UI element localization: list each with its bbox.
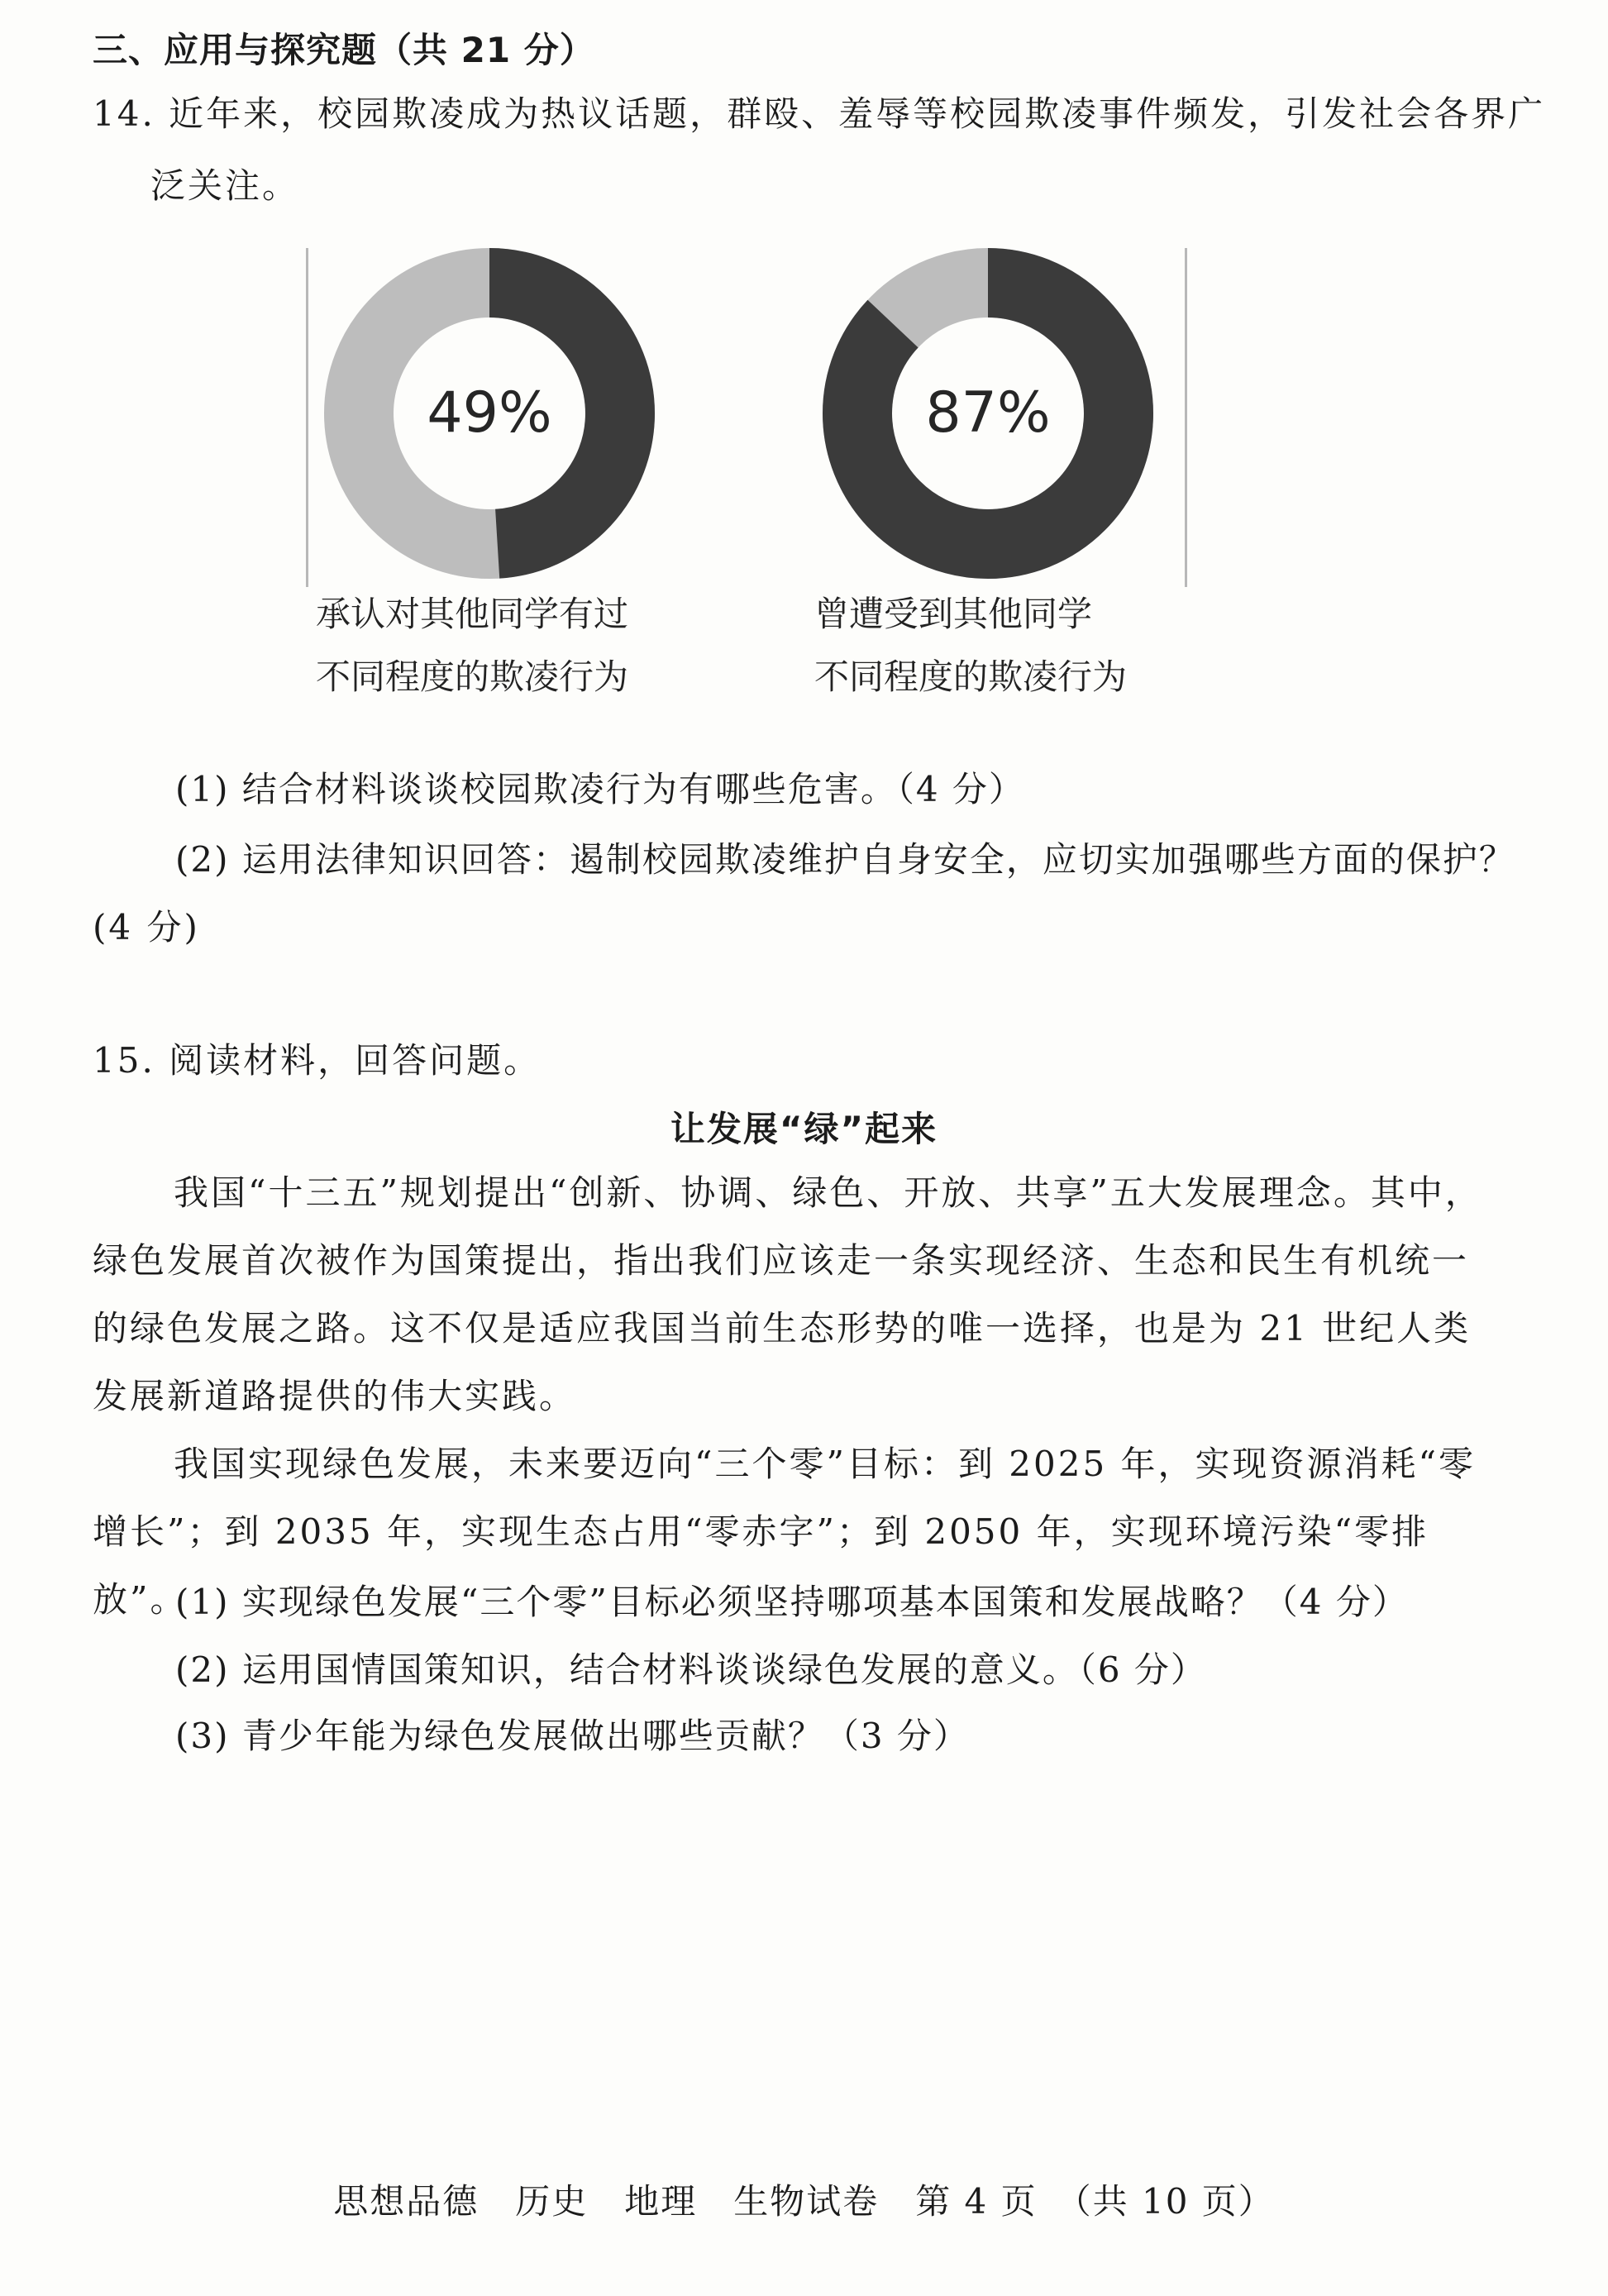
donut-49-caption-line1: 承认对其他同学有过 <box>316 594 629 634</box>
donut-chart-49 <box>324 248 655 579</box>
q14-stem-line2: 泛关注。 <box>150 165 300 206</box>
figure-right-border <box>1185 248 1187 587</box>
donut-87-caption-line2: 不同程度的欺凌行为 <box>814 656 1128 697</box>
q15-paragraph-2: 我国实现绿色发展，未来要迈向“三个零”目标：到 2025 年，实现资源消耗“零增长”；到 2035 年，实现生态占用“零赤字”；到 2050 年，实现环境污染“零排放”。 <box>93 1444 1477 1620</box>
figure-left-border <box>306 248 308 587</box>
page-footer: 思想品德 历史 地理 生物试卷 第 4 页 （共 10 页） <box>333 2181 1275 2222</box>
donut-49-caption <box>316 583 628 709</box>
donut-87-caption <box>814 583 1127 709</box>
donut-87-caption-line1: 曾遭受到其他同学 <box>814 594 1093 634</box>
q14-donut-figure <box>306 248 1199 711</box>
q15-sub1: (1) 实现绿色发展“三个零”目标必须坚持哪项基本国策和发展战略？（4 分） <box>175 1582 1409 1622</box>
q15-sub2: (2) 运用国情国策知识，结合材料谈谈绿色发展的意义。（6 分） <box>175 1649 1207 1690</box>
q15-paragraph-1: 我国“十三五”规划提出“创新、协调、绿色、开放、共享”五大发展理念。其中，绿色发展首次被作为国策提出，指出我们应该走一条实现经济、生态和民生有机统一的绿色发展之路。这不仅是适应我国当前生态形势的唯一选择，也是为 21 世纪人类发展新道路提供的伟大实践。 <box>93 1172 1482 1416</box>
q15-title: 让发展“绿”起来 <box>670 1109 938 1149</box>
q14-sub2-line1: (2) 运用法律知识回答：遏制校园欺凌维护自身安全，应切实加强哪些方面的保护？ <box>175 839 1515 880</box>
donut-49-caption-line2: 不同程度的欺凌行为 <box>316 656 629 697</box>
q15-stem: 15. 阅读材料，回答问题。 <box>93 1040 542 1081</box>
q14-stem-line1: 14. 近年来，校园欺凌成为热议话题，群殴、羞辱等校园欺凌事件频发，引发社会各界广 <box>93 93 1546 134</box>
donut-49-center-label: 49% <box>427 380 552 446</box>
donut-87-center-label: 87% <box>925 380 1051 446</box>
section-heading: 三、应用与探究题（共 21 分） <box>93 30 595 70</box>
q14-sub1: (1) 结合材料谈谈校园欺凌行为有哪些危害。（4 分） <box>175 769 1025 809</box>
q14-sub2-line2: (4 分) <box>93 907 200 948</box>
donut-chart-87 <box>823 248 1153 579</box>
q15-sub3: (3) 青少年能为绿色发展做出哪些贡献？（3 分） <box>175 1716 970 1756</box>
